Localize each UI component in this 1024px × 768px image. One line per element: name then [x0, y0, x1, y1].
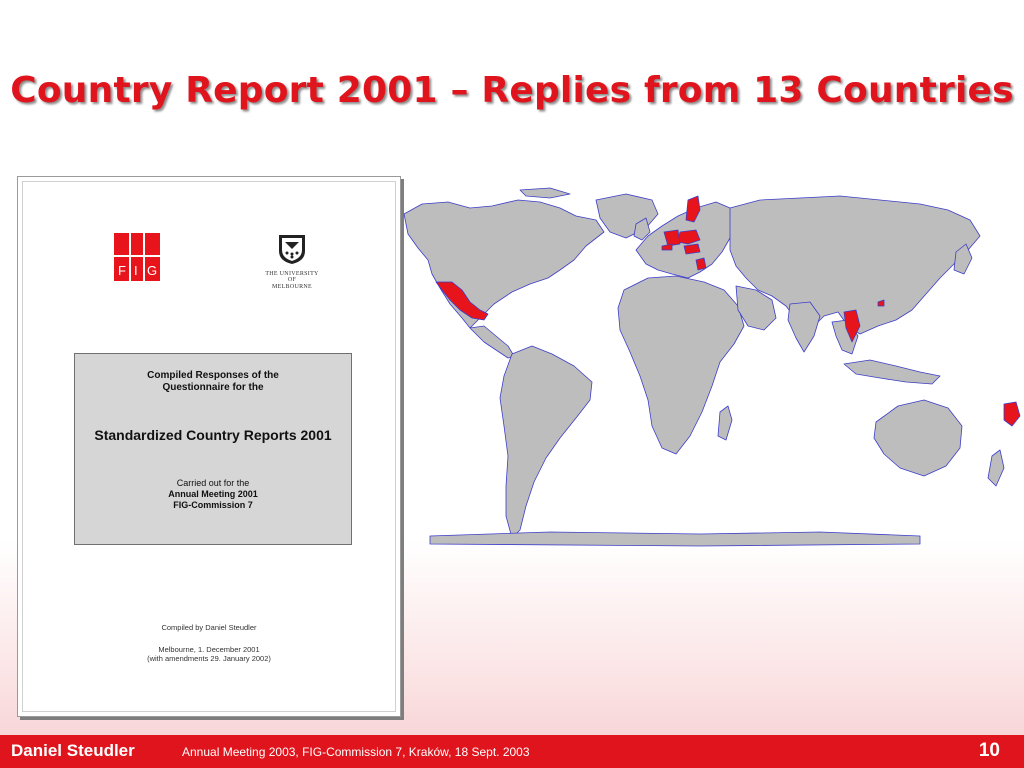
report-cover-image — [17, 176, 401, 717]
new-zealand-land — [988, 450, 1004, 486]
report-commission: FIG-Commission 7 — [173, 500, 253, 510]
report-meeting: Annual Meeting 2001 — [168, 489, 258, 499]
svg-text:I: I — [134, 263, 138, 278]
melbourne-university-logo — [264, 233, 320, 290]
report-subtitle-line1: Compiled Responses of the — [147, 370, 279, 381]
greece-highlight — [696, 258, 706, 270]
fig-logo-text: F — [118, 263, 126, 278]
svg-text:G: G — [147, 263, 158, 278]
hungary-highlight — [684, 244, 700, 254]
madagascar-land — [718, 406, 732, 440]
report-subtitle-line2: Questionnaire for the — [162, 382, 264, 393]
south-america-land — [500, 346, 592, 538]
indonesia-land — [844, 360, 940, 384]
footer-event: Annual Meeting 2003, FIG-Commission 7, Kraków, 18 Sept. 2003 — [182, 745, 530, 759]
fig-logo — [114, 233, 160, 281]
melbourne-logo-line1: THE UNIVERSITY OF — [265, 271, 319, 283]
page-number: 10 — [978, 740, 1000, 761]
australia-land — [874, 400, 962, 476]
india-land — [788, 302, 820, 352]
antarctica-land — [430, 532, 920, 546]
canada-islands-land — [520, 188, 570, 198]
central-america-land — [470, 326, 514, 358]
report-carried-out: Carried out for the — [176, 478, 250, 488]
north-america-land — [404, 200, 604, 328]
report-place-date-line: Melbourne, 1. December 2001 — [158, 645, 260, 654]
slide-title: Country Report 2001 – Replies from 13 Countries — [10, 70, 1014, 111]
melbourne-crest-icon — [277, 233, 307, 265]
report-compiled-by: Compiled by Daniel Steudler — [161, 623, 257, 632]
footer-author: Daniel Steudler — [11, 741, 135, 760]
report-main-title: Standardized Country Reports 2001 — [94, 427, 332, 443]
fiji-highlight — [1004, 402, 1020, 426]
melbourne-logo-line2: MELBOURNE — [271, 284, 313, 290]
footer-bar — [0, 735, 1024, 768]
report-amendments-line: (with amendments 29. January 2002) — [147, 654, 271, 663]
world-map — [400, 186, 1024, 548]
report-title-box — [74, 353, 352, 545]
report-place-date — [18, 645, 400, 663]
